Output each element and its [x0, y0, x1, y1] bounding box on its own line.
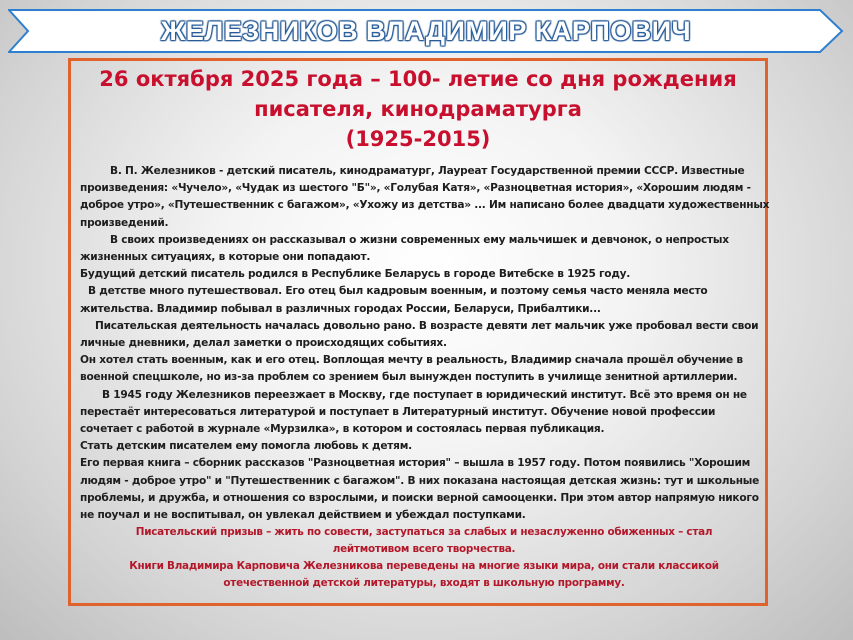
- paragraph-themes: В своих произведениях он рассказывал о жизни современных ему мальчишек и девчонок, о непростых жизненных ситуациях, в которые они попадают.: [80, 233, 729, 264]
- quote-calling: Писательский призыв – жить по совести, заступаться за слабых и незаслуженно обиженных – стал лейтмотивом всего творчества.: [135, 526, 713, 556]
- page-heading: [68, 64, 768, 154]
- heading-line-3: (1925-2015): [345, 127, 491, 151]
- title-banner: [8, 9, 844, 53]
- paragraph-moscow: В 1945 году Железников переезжает в Москву, где поступает в юридический институт. Всё это время он не перестаёт интересоваться литературой и поступает в Литературный институт. Обучение новой профессии сочетает с работой в журнале «Мурзилка», в котором и состоялась первая публикация.: [80, 388, 747, 436]
- heading-line-1: 26 октября 2025 года – 100- летие со дня рождения: [99, 67, 737, 91]
- banner-title: ЖЕЛЕЗНИКОВ ВЛАДИМИР КАРПОВИЧ: [160, 15, 692, 46]
- paragraph-childhood: В детстве много путешествовал. Его отец был кадровым военным, и поэтому семья часто меняла место жительства. Владимир побывал в различных городах России, Беларуси, Прибалтики...: [80, 285, 708, 315]
- biography-text: [80, 163, 770, 592]
- paragraph-first-book: Его первая книга – сборник рассказов "Разноцветная история" – вышла в 1957 году. Потом появились "Хорошим людям - доброе утро" и "Путешественник с багажом". В них показана настоящая детская жизнь: тут и школьные проблемы, и дружба, и отношения со взрослыми, и поиски верной самооценки. При этом автор напрямую никого не поучал и не воспитывал, он увлекал действием и убеждал поступками.: [80, 457, 760, 522]
- paragraph-birth: Будущий детский писатель родился в Республике Беларусь в городе Витебске в 1925 году.: [80, 268, 631, 281]
- paragraph-military: Он хотел стать военным, как и его отец. Воплощая мечту в реальность, Владимир сначала прошёл обучение в военной спецшколе, но из-за проблем со зрением был вынужден поступить в училище зенитной артиллерии.: [80, 354, 743, 384]
- paragraph-intro: В. П. Железников - детский писатель, кинодраматург, Лауреат Государственной премии СССР. Известные произведения: «Чучело», «Чудак из шестого "Б"», «Голубая Катя», «Разноцветная история», «Хорошим людям - доброе утро», «Путешественник с багажом», «Ухожу из детства» ... Им написано более двадцати художественных произведений.: [80, 165, 770, 229]
- heading-line-2: писателя, кинодраматурга: [254, 97, 582, 121]
- quote-translations: Книги Владимира Карповича Железникова переведены на многие языки мира, они стали классикой отечественной детской литературы, входят в школьную программу.: [129, 560, 719, 590]
- paragraph-love-children: Стать детским писателем ему помогла любовь к детям.: [80, 440, 412, 453]
- paragraph-early-writing: Писательская деятельность началась довольно рано. В возрасте девяти лет мальчик уже пробовал вести свои личные дневники, делал заметки о происходящих событиях.: [80, 319, 759, 350]
